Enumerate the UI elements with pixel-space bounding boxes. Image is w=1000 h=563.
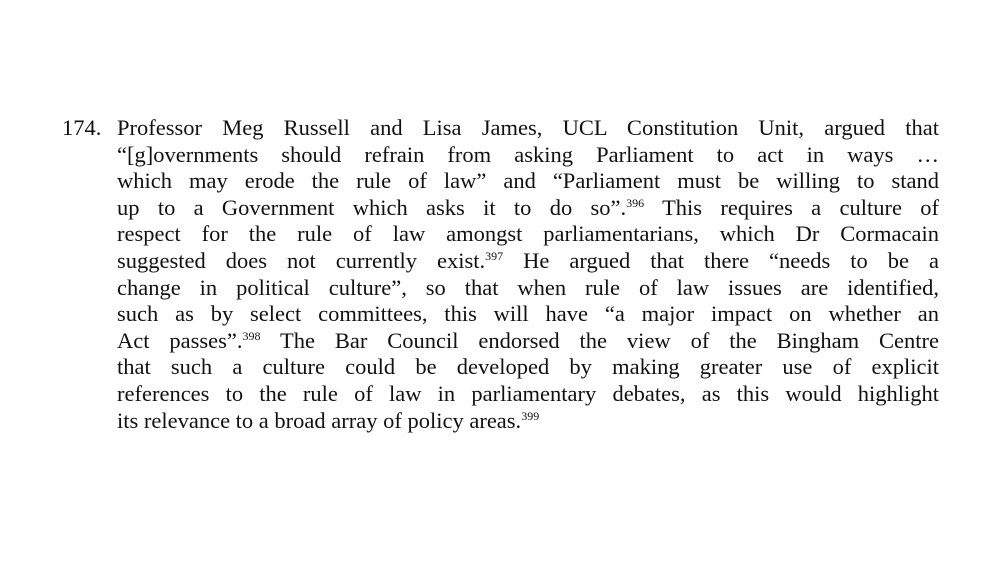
line-text: Act passes”. [117, 327, 243, 353]
paragraph-line: which may erode the rule of law” and “Parliament must be willing to stand [117, 168, 939, 194]
line-text: This requires a culture of [644, 194, 939, 220]
footnote-ref-398[interactable]: 398 [242, 328, 261, 343]
paragraph-line: such as by select committees, this will have “a major impact on whether an [117, 301, 939, 327]
footnote-ref-396[interactable]: 396 [626, 195, 645, 210]
paragraph-line: Professor Meg Russell and Lisa James, UCL Constitution Unit, argued that [117, 115, 939, 140]
paragraph-line: that such a culture could be developed by making greater use of explicit [117, 354, 939, 380]
line-text: its relevance to a broad array of policy areas. [117, 407, 522, 433]
line-text: He argued that there “needs to be a [503, 247, 939, 273]
paragraph-line [117, 195, 939, 222]
paragraph-number: 174. [62, 115, 102, 140]
paragraph-line [117, 408, 939, 435]
line-text: suggested does not currently exist. [117, 247, 486, 273]
paragraph-line: respect for the rule of law amongst parliamentarians, which Dr Cormacain [117, 221, 939, 247]
paragraph-line: change in political culture”, so that when rule of law issues are identified, [117, 274, 939, 300]
footnote-ref-397[interactable]: 397 [485, 248, 504, 263]
paragraph-line [117, 248, 939, 275]
paragraph-line: “[g]overnments should refrain from asking Parliament to act in ways … [117, 141, 939, 167]
line-text: The Bar Council endorsed the view of the Bingham Centre [260, 327, 939, 353]
line-text: up to a Government which asks it to do so”. [117, 194, 627, 220]
paragraph-line: references to the rule of law in parliamentary debates, as this would highlight [117, 380, 939, 406]
footnote-ref-399[interactable]: 399 [521, 408, 540, 423]
paragraph-line [117, 328, 939, 355]
paragraph-body [117, 115, 939, 434]
